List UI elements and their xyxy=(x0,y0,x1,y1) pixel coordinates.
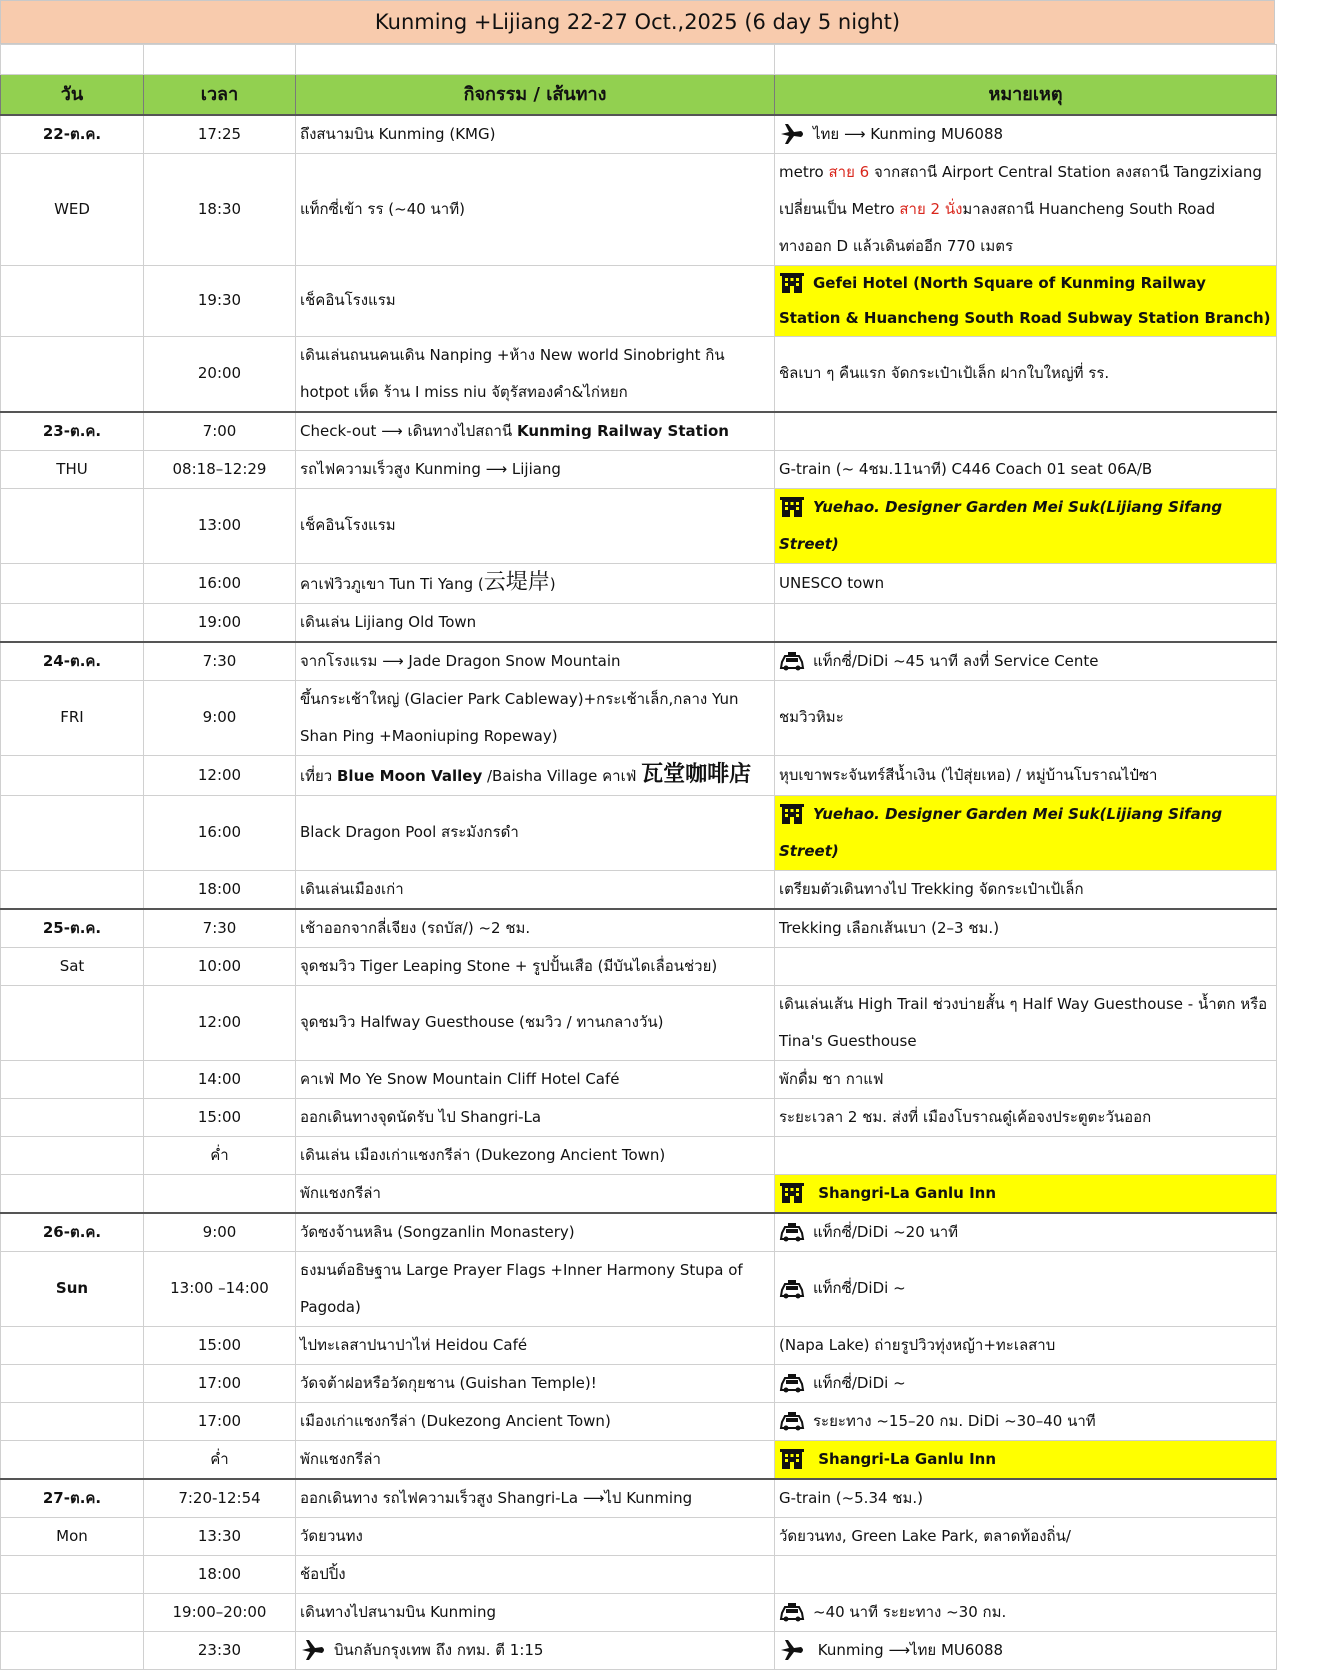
day-cell xyxy=(1,870,144,909)
activity-cell: คาเฟ่ Mo Ye Snow Mountain Cliff Hotel Café xyxy=(296,1060,775,1098)
time-cell: 13:30 xyxy=(144,1517,296,1555)
table-row xyxy=(1,1326,1277,1364)
note-cell xyxy=(775,1555,1277,1593)
note-cell: ชมวิวหิมะ xyxy=(775,680,1277,755)
table-row xyxy=(1,680,1277,755)
time-cell: 7:30 xyxy=(144,909,296,948)
metro-line-2: สาย 2 นั่ง xyxy=(899,199,963,218)
note-text: ไทย ⟶ Kunming MU6088 xyxy=(813,124,1004,143)
hotel-icon xyxy=(779,496,805,518)
note-cell xyxy=(775,488,1277,563)
time-cell: 17:00 xyxy=(144,1364,296,1402)
day-cell: 27-ต.ค. xyxy=(1,1479,144,1518)
time-cell: 10:00 xyxy=(144,947,296,985)
activity-cell: พักแชงกรีล่า xyxy=(296,1440,775,1479)
time-cell: 9:00 xyxy=(144,1213,296,1252)
time-cell: 16:00 xyxy=(144,563,296,603)
time-cell: 13:00 xyxy=(144,488,296,563)
note-text: Kunming ⟶ไทย MU6088 xyxy=(813,1640,1004,1659)
note-cell: UNESCO town xyxy=(775,563,1277,603)
note-cell xyxy=(775,412,1277,451)
day-cell xyxy=(1,336,144,412)
table-row xyxy=(1,909,1277,948)
time-cell: 18:00 xyxy=(144,1555,296,1593)
day-cell xyxy=(1,1440,144,1479)
activity-cell xyxy=(296,1631,775,1669)
note-text: ทางออก D แล้วเดินต่ออีก 770 เมตร xyxy=(779,236,1014,255)
note-cell xyxy=(775,1440,1277,1479)
note-cell xyxy=(775,153,1277,265)
day-cell xyxy=(1,985,144,1060)
table-row xyxy=(1,795,1277,870)
activity-cell: จุดชมวิว Halfway Guesthouse (ชมวิว / ทานกลางวัน) xyxy=(296,985,775,1060)
note-text: ระยะทาง ~15–20 กม. DiDi ~30–40 นาที xyxy=(813,1411,1096,1430)
activity-cell xyxy=(296,412,775,451)
table-row xyxy=(1,642,1277,681)
day-cell xyxy=(1,603,144,642)
time-cell: 18:30 xyxy=(144,153,296,265)
note-text: แท็กซี่/DiDi ~ xyxy=(813,1279,906,1297)
table-row xyxy=(1,1440,1277,1479)
activity-cell: ออกเดินทาง รถไฟความเร็วสูง Shangri-La ⟶ไป Kunming xyxy=(296,1479,775,1518)
activity-cell: จากโรงแรม ⟶ Jade Dragon Snow Mountain xyxy=(296,642,775,681)
day-cell: Mon xyxy=(1,1517,144,1555)
note-cell: วัดยวนทง, Green Lake Park, ตลาดท้องถิ่น/ xyxy=(775,1517,1277,1555)
activity-cell: เช็คอินโรงแรม xyxy=(296,488,775,563)
note-cell: G-train (~5.34 ชม.) xyxy=(775,1479,1277,1518)
day-cell: WED xyxy=(1,153,144,265)
table-row xyxy=(1,947,1277,985)
hotel-icon xyxy=(779,1182,805,1204)
header-note: หมายเหตุ xyxy=(775,75,1277,115)
table-row xyxy=(1,1098,1277,1136)
activity-cell: เช็คอินโรงแรม xyxy=(296,265,775,336)
note-cell: G-train (~ 4ชม.11นาที) C446 Coach 01 seat 06A/B xyxy=(775,450,1277,488)
time-cell: 20:00 xyxy=(144,336,296,412)
day-cell xyxy=(1,1136,144,1174)
activity-cell xyxy=(296,563,775,603)
note-cell xyxy=(775,1593,1277,1631)
header-day: วัน xyxy=(1,75,144,115)
activity-cell xyxy=(296,755,775,795)
table-row xyxy=(1,1555,1277,1593)
activity-text: ) xyxy=(549,574,556,593)
table-row xyxy=(1,563,1277,603)
activity-cell: เดินเล่น Lijiang Old Town xyxy=(296,603,775,642)
taxi-icon xyxy=(779,1221,805,1243)
table-row xyxy=(1,412,1277,451)
time-cell: 7:00 xyxy=(144,412,296,451)
note-text: Shangri-La Ganlu Inn xyxy=(813,1183,997,1202)
activity-text: บินกลับกรุงเทพ ถึง กทม. ตี 1:15 xyxy=(334,1640,544,1659)
activity-cell: เดินเล่น เมืองเก่าแชงกรีล่า (Dukezong Ancient Town) xyxy=(296,1136,775,1174)
time-cell: 19:00 xyxy=(144,603,296,642)
note-cell xyxy=(775,115,1277,154)
time-cell: 08:18–12:29 xyxy=(144,450,296,488)
activity-cell: เมืองเก่าแชงกรีล่า (Dukezong Ancient Town) xyxy=(296,1402,775,1440)
hotel-icon xyxy=(779,1448,805,1470)
time-cell: 15:00 xyxy=(144,1098,296,1136)
day-cell xyxy=(1,1098,144,1136)
note-cell xyxy=(775,1174,1277,1213)
time-cell: 19:00–20:00 xyxy=(144,1593,296,1631)
activity-cell: วัดยวนทง xyxy=(296,1517,775,1555)
table-row xyxy=(1,1060,1277,1098)
table-row xyxy=(1,265,1277,336)
note-cell xyxy=(775,1251,1277,1326)
taxi-icon xyxy=(779,1410,805,1432)
table-row xyxy=(1,603,1277,642)
activity-text: /Baisha Village คาเฟ่ xyxy=(482,766,642,785)
time-cell xyxy=(144,1174,296,1213)
activity-cell: Black Dragon Pool สระมังกรดำ xyxy=(296,795,775,870)
note-cell: Trekking เลือกเส้นเบา (2–3 ชม.) xyxy=(775,909,1277,948)
activity-cell: ถึงสนามบิน Kunming (KMG) xyxy=(296,115,775,154)
note-cell xyxy=(775,1631,1277,1669)
note-text: จากสถานี Airport Central Station ลงสถานี Tangzixiang xyxy=(869,162,1262,181)
note-cell xyxy=(775,1402,1277,1440)
activity-cell: เดินทางไปสนามบิน Kunming xyxy=(296,1593,775,1631)
table-row xyxy=(1,1631,1277,1669)
airplane-icon xyxy=(300,1639,326,1661)
day-cell: 22-ต.ค. xyxy=(1,115,144,154)
note-cell xyxy=(775,1213,1277,1252)
activity-cell: วัดซงจ้านหลิน (Songzanlin Monastery) xyxy=(296,1213,775,1252)
day-cell: FRI xyxy=(1,680,144,755)
day-cell xyxy=(1,265,144,336)
note-cell xyxy=(775,265,1277,336)
time-cell: 12:00 xyxy=(144,985,296,1060)
table-row xyxy=(1,755,1277,795)
day-cell xyxy=(1,1631,144,1669)
table-row xyxy=(1,870,1277,909)
note-text: metro xyxy=(779,162,829,181)
note-cell xyxy=(775,947,1277,985)
hotel-icon xyxy=(779,272,805,294)
note-text: แท็กซี่/DiDi ~45 นาที ลงที่ Service Cente xyxy=(813,651,1099,670)
day-cell: 23-ต.ค. xyxy=(1,412,144,451)
day-cell xyxy=(1,1326,144,1364)
activity-cell: พักแชงกรีล่า xyxy=(296,1174,775,1213)
note-cell: (Napa Lake) ถ่ายรูปวิวทุ่งหญ้า+ทะเลสาบ xyxy=(775,1326,1277,1364)
time-cell: 12:00 xyxy=(144,755,296,795)
header-time: เวลา xyxy=(144,75,296,115)
table-row xyxy=(1,1251,1277,1326)
table-row xyxy=(1,336,1277,412)
table-row xyxy=(1,488,1277,563)
taxi-icon xyxy=(779,1601,805,1623)
activity-station: Kunming Railway Station xyxy=(516,421,729,440)
note-cell xyxy=(775,642,1277,681)
day-cell xyxy=(1,1364,144,1402)
table-row xyxy=(1,153,1277,265)
note-cell: เดินเล่นเส้น High Trail ช่วงบ่ายสั้น ๆ Half Way Guesthouse - น้ำตก หรือ Tina's Guesthouse xyxy=(775,985,1277,1060)
day-cell: 26-ต.ค. xyxy=(1,1213,144,1252)
day-cell xyxy=(1,1593,144,1631)
day-cell: Sat xyxy=(1,947,144,985)
note-cell: พักดื่ม ชา กาแฟ xyxy=(775,1060,1277,1098)
time-cell: 13:00 –14:00 xyxy=(144,1251,296,1326)
day-cell: Sun xyxy=(1,1251,144,1326)
airplane-icon xyxy=(779,1639,805,1661)
time-cell: 23:30 xyxy=(144,1631,296,1669)
activity-cell: ธงมนต์อธิษฐาน Large Prayer Flags +Inner Harmony Stupa of Pagoda) xyxy=(296,1251,775,1326)
time-cell: 7:20-12:54 xyxy=(144,1479,296,1518)
time-cell: ค่ำ xyxy=(144,1136,296,1174)
time-cell: 7:30 xyxy=(144,642,296,681)
time-cell: 17:25 xyxy=(144,115,296,154)
activity-cell: จุดชมวิว Tiger Leaping Stone + รูปปั้นเสือ (มีบันไดเลื่อนช่วย) xyxy=(296,947,775,985)
note-cell: ระยะเวลา 2 ชม. ส่งที่ เมืองโบราณดู๋เค้อจงประตูตะวันออก xyxy=(775,1098,1277,1136)
activity-text: Check-out ⟶ เดินทางไปสถานี xyxy=(300,421,517,440)
note-cell xyxy=(775,603,1277,642)
header-row xyxy=(1,75,1277,115)
header-activity: กิจกรรม / เส้นทาง xyxy=(296,75,775,115)
table-row xyxy=(1,1517,1277,1555)
note-cell xyxy=(775,1364,1277,1402)
day-cell: THU xyxy=(1,450,144,488)
day-cell xyxy=(1,563,144,603)
table-row xyxy=(1,985,1277,1060)
table-row xyxy=(1,115,1277,154)
activity-cell: แท็กซี่เข้า รร (~40 นาที) xyxy=(296,153,775,265)
table-row xyxy=(1,1174,1277,1213)
note-cell: เตรียมตัวเดินทางไป Trekking จัดกระเป๋าเป้เล็ก xyxy=(775,870,1277,909)
time-cell: 19:30 xyxy=(144,265,296,336)
note-text: แท็กซี่/DiDi ~ xyxy=(813,1373,906,1392)
note-text: เปลี่ยนเป็น Metro xyxy=(779,199,900,218)
note-text: Yuehao. Designer Garden Mei Suk(Lijiang Sifang Street) xyxy=(779,497,1223,553)
note-cell: หุบเขาพระจันทร์สีน้ำเงิน (ไป๋สุ่ยเหอ) / หมู่บ้านโบราณไป๋ซา xyxy=(775,755,1277,795)
activity-text: เที่ยว xyxy=(300,766,337,785)
note-cell xyxy=(775,1136,1277,1174)
time-cell: 9:00 xyxy=(144,680,296,755)
time-cell: 17:00 xyxy=(144,1402,296,1440)
day-cell xyxy=(1,1174,144,1213)
day-cell xyxy=(1,1060,144,1098)
note-cell: ชิลเบา ๆ คืนแรก จัดกระเป๋าเป้เล็ก ฝากใบใหญ่ที่ รร. xyxy=(775,336,1277,412)
table-row xyxy=(1,450,1277,488)
activity-cell: วัดจต้าฝอหรือวัดกุยชาน (Guishan Temple)! xyxy=(296,1364,775,1402)
activity-chinese-name: 云堤岸 xyxy=(483,569,550,595)
table-row xyxy=(1,1364,1277,1402)
taxi-icon xyxy=(779,1278,805,1300)
activity-cell: ช้อปปิ้ง xyxy=(296,1555,775,1593)
page-title: Kunming +Lijiang 22-27 Oct.,2025 (6 day 5 night) xyxy=(0,0,1275,44)
day-cell xyxy=(1,1402,144,1440)
activity-cell: เดินเล่นถนนคนเดิน Nanping +ห้าง New world Sinobright กิน hotpot เห็ด ร้าน I miss niu จัตุรัสทองคำ&ไก่หยก xyxy=(296,336,775,412)
time-cell: 15:00 xyxy=(144,1326,296,1364)
activity-cell: เช้าออกจากลี่เจียง (รถบัส/) ~2 ชม. xyxy=(296,909,775,948)
time-cell: 16:00 xyxy=(144,795,296,870)
note-text: Shangri-La Ganlu Inn xyxy=(813,1449,997,1468)
day-cell: 24-ต.ค. xyxy=(1,642,144,681)
table-row xyxy=(1,1402,1277,1440)
time-cell: 14:00 xyxy=(144,1060,296,1098)
time-cell: 18:00 xyxy=(144,870,296,909)
taxi-icon xyxy=(779,1372,805,1394)
day-cell xyxy=(1,795,144,870)
note-text: Yuehao. Designer Garden Mei Suk(Lijiang Sifang Street) xyxy=(779,804,1223,860)
table-row xyxy=(1,1479,1277,1518)
day-cell: 25-ต.ค. xyxy=(1,909,144,948)
note-text: แท็กซี่/DiDi ~20 นาที xyxy=(813,1222,959,1241)
taxi-icon xyxy=(779,650,805,672)
activity-cell: เดินเล่นเมืองเก่า xyxy=(296,870,775,909)
note-cell xyxy=(775,795,1277,870)
metro-line-6: สาย 6 xyxy=(828,162,870,181)
hotel-icon xyxy=(779,803,805,825)
time-cell: ค่ำ xyxy=(144,1440,296,1479)
spacer-row xyxy=(1,45,1277,75)
note-text: Gefei Hotel (North Square of Kunming Railway Station & Huancheng South Road Subway Station Branch) xyxy=(779,273,1271,327)
activity-cell: รถไฟความเร็วสูง Kunming ⟶ Lijiang xyxy=(296,450,775,488)
itinerary-table xyxy=(0,44,1277,1670)
note-text: ~40 นาที ระยะทาง ~30 กม. xyxy=(813,1602,1007,1621)
activity-text: คาเฟ่วิวภูเขา Tun Ti Yang ( xyxy=(300,574,484,593)
activity-cell: ขึ้นกระเช้าใหญ่ (Glacier Park Cableway)+กระเช้าเล็ก,กลาง Yun Shan Ping +Maoniuping Ropeway) xyxy=(296,680,775,755)
activity-place: Blue Moon Valley xyxy=(337,766,483,785)
note-text: มาลงสถานี Huancheng South Road xyxy=(962,199,1216,218)
day-cell xyxy=(1,488,144,563)
airplane-icon xyxy=(779,123,805,145)
table-row xyxy=(1,1136,1277,1174)
day-cell xyxy=(1,755,144,795)
table-row xyxy=(1,1593,1277,1631)
activity-chinese-name: 瓦堂咖啡店 xyxy=(641,761,752,787)
table-row xyxy=(1,1213,1277,1252)
activity-cell: ไปทะเลสาปนาปาไห่ Heidou Café xyxy=(296,1326,775,1364)
day-cell xyxy=(1,1555,144,1593)
activity-cell: ออกเดินทางจุดนัดรับ ไป Shangri-La xyxy=(296,1098,775,1136)
